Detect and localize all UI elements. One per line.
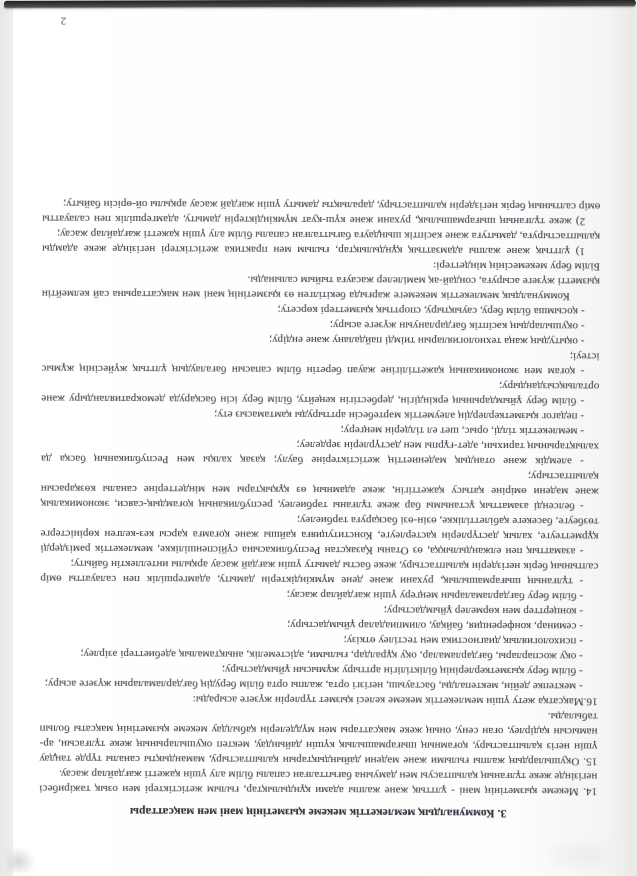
paragraph: - мектепке дейін, мектепалды, бастауыш, негізгі орта, жалпы орта білім берудің бағдарламаларын жүзеге асыру; (44, 677, 583, 693)
paragraph: - білім беру бағдарламаларын меңгеру үшін жағдайлар жасау; (286, 588, 584, 603)
paragraph: - білім беру ұйымдарының еркіндігін, дербестігін кеңейту, білім беру ісін басқаруда демократияландыру және орталықсыздандыру; (41, 379, 600, 408)
scan-backdrop-left (0, 0, 14, 876)
paragraph: - мемлекеттік тілді, орыс, шет ел тілдерін меңгеру; (340, 424, 585, 438)
page-number: 2 (60, 14, 67, 27)
scan-smudge (6, 846, 36, 872)
paragraph: 2) жеке тұлғаның шығармашылық, рухани және күш-қуат мүмкіндіктерін дамыту, адамгершілік пен салауатты өмір салтының берік негіздерін қалыптастыру, даралықты дамыту үшін жағдай жасау арқылы ой-өрісін байыту; (42, 197, 601, 228)
paragraph: Коммуналдық мемлекеттік мекемеге жарғыда бекітілген өз қызметінің мәні мен мақсаттарына сай келмейтін қызметті жүзеге асыруға, сондай-ақ мәмілелер жасауға тыйым салынады. (41, 273, 600, 303)
paragraph: - тұлғаның шығармашылық, рухани және дене мүмкіндіктерін дамыту, адамгершілік пен салауатты өмір салтының берік негіздерін қалыптастыру, жеке басты дамыту үшін жағдай жасау арқылы интеллектін байыту; (40, 557, 599, 588)
scan-backdrop-right (607, 6, 637, 876)
paragraph: - оқытудың жаңа технологияларын тиімді пайдалану және ендіру; (268, 333, 585, 348)
paragraph-list (39, 196, 600, 799)
paragraph: - концерттер мен көрмелер ұйымдастыру; (383, 604, 584, 618)
paragraph: - қосымша білім беру, сауықтыру, спорттық қызметтері көрсету; (277, 303, 585, 318)
paragraph: - білім беру қызметкерлерінің біліктілігін арттыру жұмысын ұйымдастыру; (221, 663, 583, 678)
paragraph: Білім беру мекемесінің міндеттері: (433, 259, 600, 273)
paragraph: 15. Оқушылардың жалпы ғылыми және мәдени дайындықтарын қалыптастыру, мамандықты саналы түрде таңдау үшін негіз қалыптастыру, қоғамның шығармашылық күшін дайындау, мектеп оқушыларының жеке тұлғасын, ар-намысын қадірлеу, оған сену, оның жеке мақсаттары мен мүдделерін қабылдау мекеме қызметінің мақсаты болып табылады. (39, 710, 598, 768)
paragraph: 14. Мекеме қызметінің мәні - ұлттық және жалпы адами құндылықтар, ғылым жетістіктері мен озық тәжірибесі негізінде жеке тұлғаның қалыптасуы мен дамуына бағытталған сапалы білім алу үшін қажетті жағдайлар жасау. (39, 767, 598, 798)
paragraph: - оқушылардың кәсіптік бағдарлануын жүзеге асыру; (329, 319, 585, 333)
section-heading: 3. Коммуналдық мемлекеттік мекеме қызметінің мәні мен мақсаттары (129, 804, 507, 819)
paragraph: - педагог қызметкерлердің әлеуметтік мәртебесін арттыруды қамтамасыз ету; (214, 408, 585, 423)
paragraph: - психологиялық диагностика мен тестілеу өткізу; (343, 634, 583, 648)
paragraph: 1) ұлттық және жалпы адамзаттық құндылықтар, ғылым мен практика жетістіктері негізінде жеке адамды қалыптастыруға, дамытуға және кәсіптік шыңдауға бағытталған сапалы білім алу үшін қажетті жағдайлар жасау; (41, 227, 601, 258)
page-content-rotated (35, 7, 610, 876)
paragraph: - белсенді азаматтық ұстанымы бар жеке тұлғаны тәрбиелеу, республиканың қоғамдық-саяси, экономикалық және мәдени өміріне қатысу қажеттігін, жеке адамның өз құқықтары мен міндеттеріне саналы көзқарасын қалыптастыру; (40, 470, 599, 513)
paragraph: - оқу жоспарлары, бағдарламалар, оқу құралдар, ғылыми, әдістемелік, анықтамалық әдебиеттері әзірлеу; (80, 647, 583, 663)
document-body (35, 196, 609, 876)
paragraph: - семинар, конференция, байқау, олимпиадалар ұйымдастыру; (287, 618, 584, 633)
paragraph: - қоғам мен экономиканың қажеттілігіне жауап беретін білім сапасын бағалаудың ұлттық жүйесінің жұмыс істеуі; (41, 350, 600, 378)
paragraph: 16.Мақсатқа жету үшін мемлекеттік мекеме келесі қызмет түрлерін жүзеге асырады: (192, 693, 598, 708)
paragraph: - әлемдік және отандық мәдениеттің жетістіктеріне баулу; қазақ халқы мен Республиканың басқа да халықтарының тарихын, әдет-ғұрпы мен дәстүрлерін зерделеу; (40, 438, 600, 468)
paragraph: - азаматтық пен елжандылыққа, өз Отаны Қазақстан Республикасына сүйіспеншілікке, мемлекеттік рәміздерді құрметтеуге, халық дәстүрлерін қастерлеуге, Конституцияға қайшы және қоғамға қарсы кез-келген көріністерге төзбеуге, бәсекеге қабілеттілікке, өзін-өзі басқаруға тәрбиелеу; (40, 513, 599, 558)
